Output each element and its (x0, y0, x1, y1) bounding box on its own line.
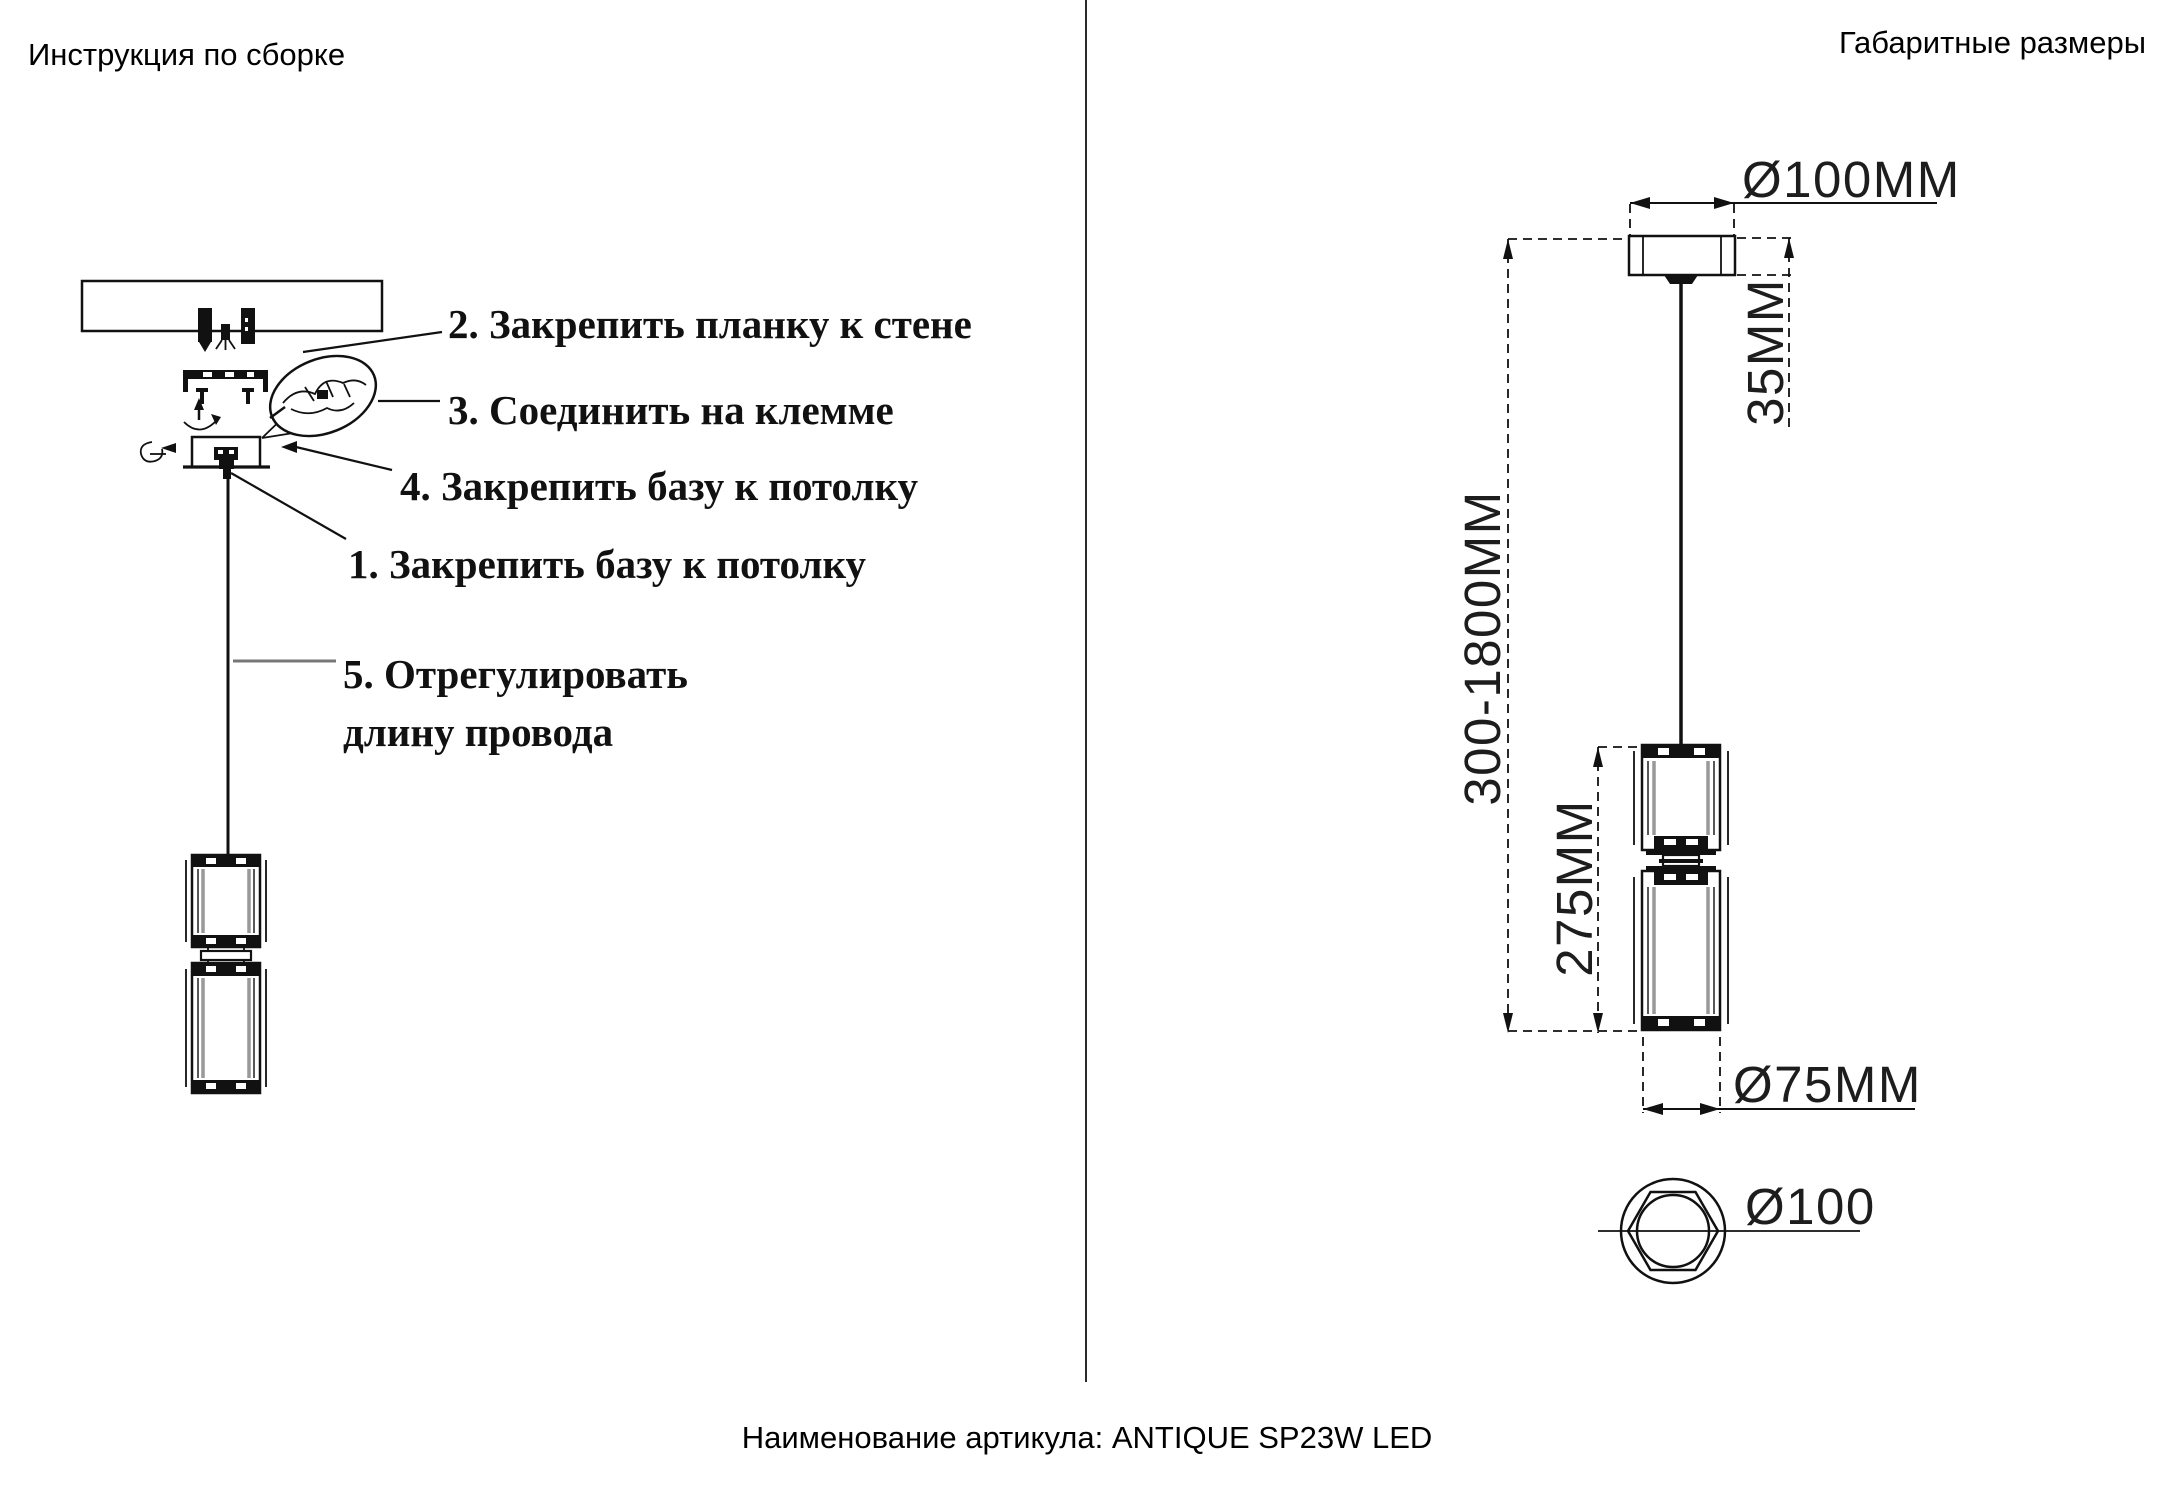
instruction-step-2: 2. Закрепить планку к стене (448, 301, 972, 347)
dim-label-canopy-diameter: Ø100MM (1742, 151, 1961, 208)
mounting-bracket (183, 370, 268, 392)
instruction-step-4: 4. Закрепить базу к потолку (400, 463, 919, 509)
dim-canopy-height (1737, 238, 1794, 428)
terminal-magnifier (258, 341, 388, 451)
dim-body-height (1546, 747, 1641, 1033)
article-caption: Наименование артикула: ANTIQUE SP23W LED (741, 1420, 1433, 1455)
right-panel-title: Габаритные размеры (1838, 25, 2146, 60)
instruction-step-3: 3. Соединить на клемме (448, 387, 894, 433)
dim-label-body-diameter: Ø75MM (1733, 1056, 1922, 1113)
dim-body-diameter (1643, 1037, 1922, 1115)
ceiling-canopy (1629, 236, 1735, 284)
ceiling-base (183, 437, 297, 479)
dim-label-canopy-height: 35MM (1737, 278, 1794, 426)
lamp-body (1634, 745, 1728, 1030)
pendant-body (186, 855, 266, 1093)
hook-arrow-icon (141, 442, 176, 462)
bottom-view (1598, 1178, 1876, 1283)
dim-label-body-height: 275MM (1546, 799, 1603, 977)
bracket-screw-icons (196, 388, 254, 404)
instruction-step-5-line1: 5. Отрегулировать (343, 651, 688, 697)
assembly-diagram (0, 0, 1086, 1500)
instruction-step-5-line2: длину провода (343, 709, 614, 755)
wall-section (82, 281, 382, 331)
left-panel-title: Инструкция по сборке (28, 37, 346, 72)
dim-label-suspension-range: 300-1800MM (1454, 490, 1511, 806)
instruction-step-1: 1. Закрепить базу к потолку (348, 541, 867, 587)
dim-label-bottom-view-diameter: Ø100 (1745, 1178, 1876, 1235)
wall-anchor-icons (198, 308, 255, 352)
dimension-drawing (1086, 0, 2174, 1500)
dim-canopy-diameter (1630, 151, 1961, 236)
